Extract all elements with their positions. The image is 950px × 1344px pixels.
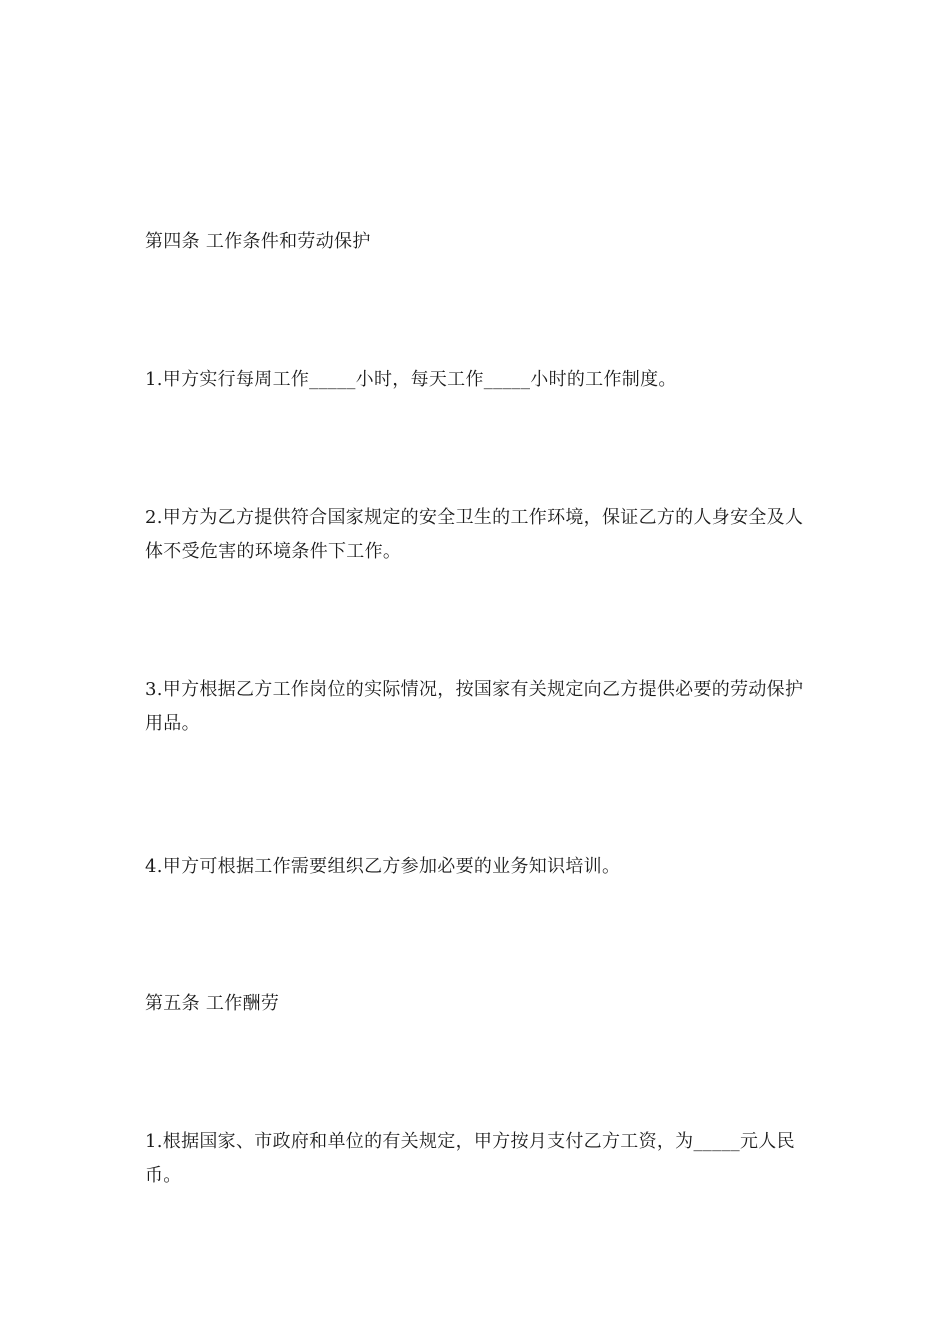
article-4-item-4: 4.甲方可根据工作需要组织乙方参加必要的业务知识培训。 [145, 856, 621, 877]
article-4-item-1: 1.甲方实行每周工作_____小时，每天工作_____小时的工作制度。 [145, 369, 677, 390]
article-4-item-2: 2.甲方为乙方提供符合国家规定的安全卫生的工作环境，保证乙方的人身安全及人体不受危害的环境条件下工作。 [145, 507, 804, 562]
article-4-item-3: 3.甲方根据乙方工作岗位的实际情况，按国家有关规定向乙方提供必要的劳动保护用品。 [145, 679, 804, 734]
article-5-heading: 第五条 工作酬劳 [145, 993, 280, 1014]
article-5-item-1: 1.根据国家、市政府和单位的有关规定，甲方按月支付乙方工资，为_____元人民币。 [145, 1131, 795, 1186]
article-4-heading: 第四条 工作条件和劳动保护 [145, 231, 371, 252]
